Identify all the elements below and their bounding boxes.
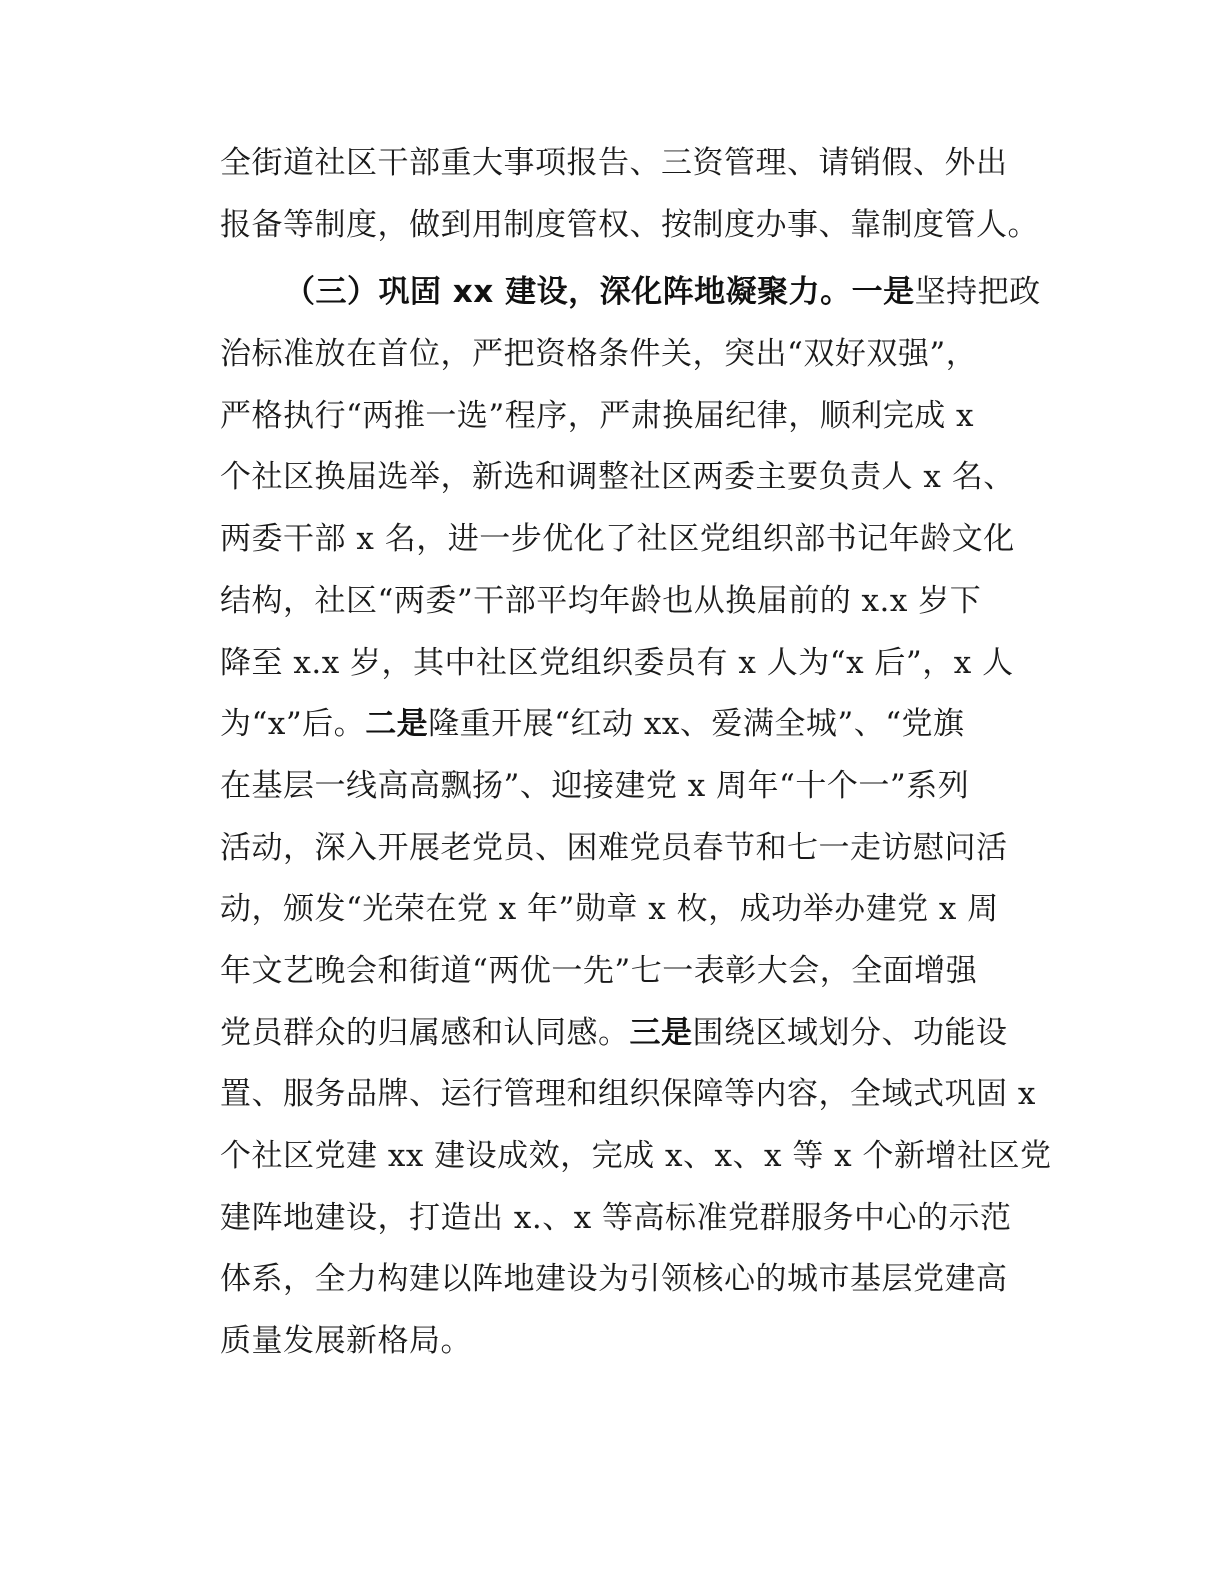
text-span: 为“x”后。 [220,706,366,743]
text-span: 坚持把政 [914,274,1041,311]
text-line [220,1003,1030,1065]
text-line: 治标准放在首位，严把资格条件关，突出“双好双强”， [220,336,978,373]
text-line: 个社区党建 xx 建设成效，完成 x、x、x 等 x 个新增社区党 [220,1138,1052,1174]
text-span: 党员群众的归属感和认同感。 [220,1014,630,1051]
text-line: 动，颁发“光荣在党 x 年”勋章 x 枚，成功举办建党 x 周 [220,891,999,928]
item-marker-3: 三是 [629,1014,693,1051]
text-line: 在基层一线高高飘扬”、迎接建党 x 周年“十个一”系列 [220,767,970,804]
text-span: 隆重开展“红动 xx、爱满全城”、“党旗 [428,706,965,743]
text-line: 结构，社区“两委”干部平均年龄也从换届前的 x.x 岁下 [220,582,982,619]
item-marker-2: 二是 [365,706,429,743]
text-line: 建阵地建设，打造出 x.、x 等高标准党群服务中心的示范 [220,1199,1012,1236]
paragraph-2 [220,262,1052,1372]
text-line: 置、服务品牌、运行管理和组织保障等内容，全域式巩固 x [220,1076,1036,1113]
text-line: 降至 x.x 岁，其中社区党组织委员有 x 人为“x 后”，x 人 [220,644,1014,681]
text-line: 两委干部 x 名，进一步优化了社区党组织部书记年龄文化 [220,521,1015,558]
item-marker-1: 一是 [851,274,915,311]
document-body [220,133,1052,1373]
paragraph-1 [220,133,1039,256]
text-line: 体系，全力构建以阵地建设为引领核心的城市基层党建高 [220,1261,1008,1298]
text-line: 活动，深入开展老党员、困难党员春节和七一走访慰问活 [220,829,1008,866]
section-heading: （三）巩固 xx 建设，深化阵地凝聚力。 [284,274,852,311]
text-line: 报备等制度，做到用制度管权、按制度办事、靠制度管人。 [220,206,1039,243]
text-line: 全街道社区干部重大事项报告、三资管理、请销假、外出 [220,145,1008,181]
text-line: 年文艺晚会和街道“两优一先”七一表彰大会，全面增强 [220,952,978,989]
text-line: 严格执行“两推一选”程序，严肃换届纪律，顺利完成 x [220,397,975,434]
text-line [220,262,1041,324]
text-line: 个社区换届选举，新选和调整社区两委主要负责人 x 名、 [220,459,1015,496]
text-line [220,694,1030,756]
text-span: 围绕区域划分、功能设 [692,1014,1008,1051]
text-line: 质量发展新格局。 [220,1323,472,1360]
